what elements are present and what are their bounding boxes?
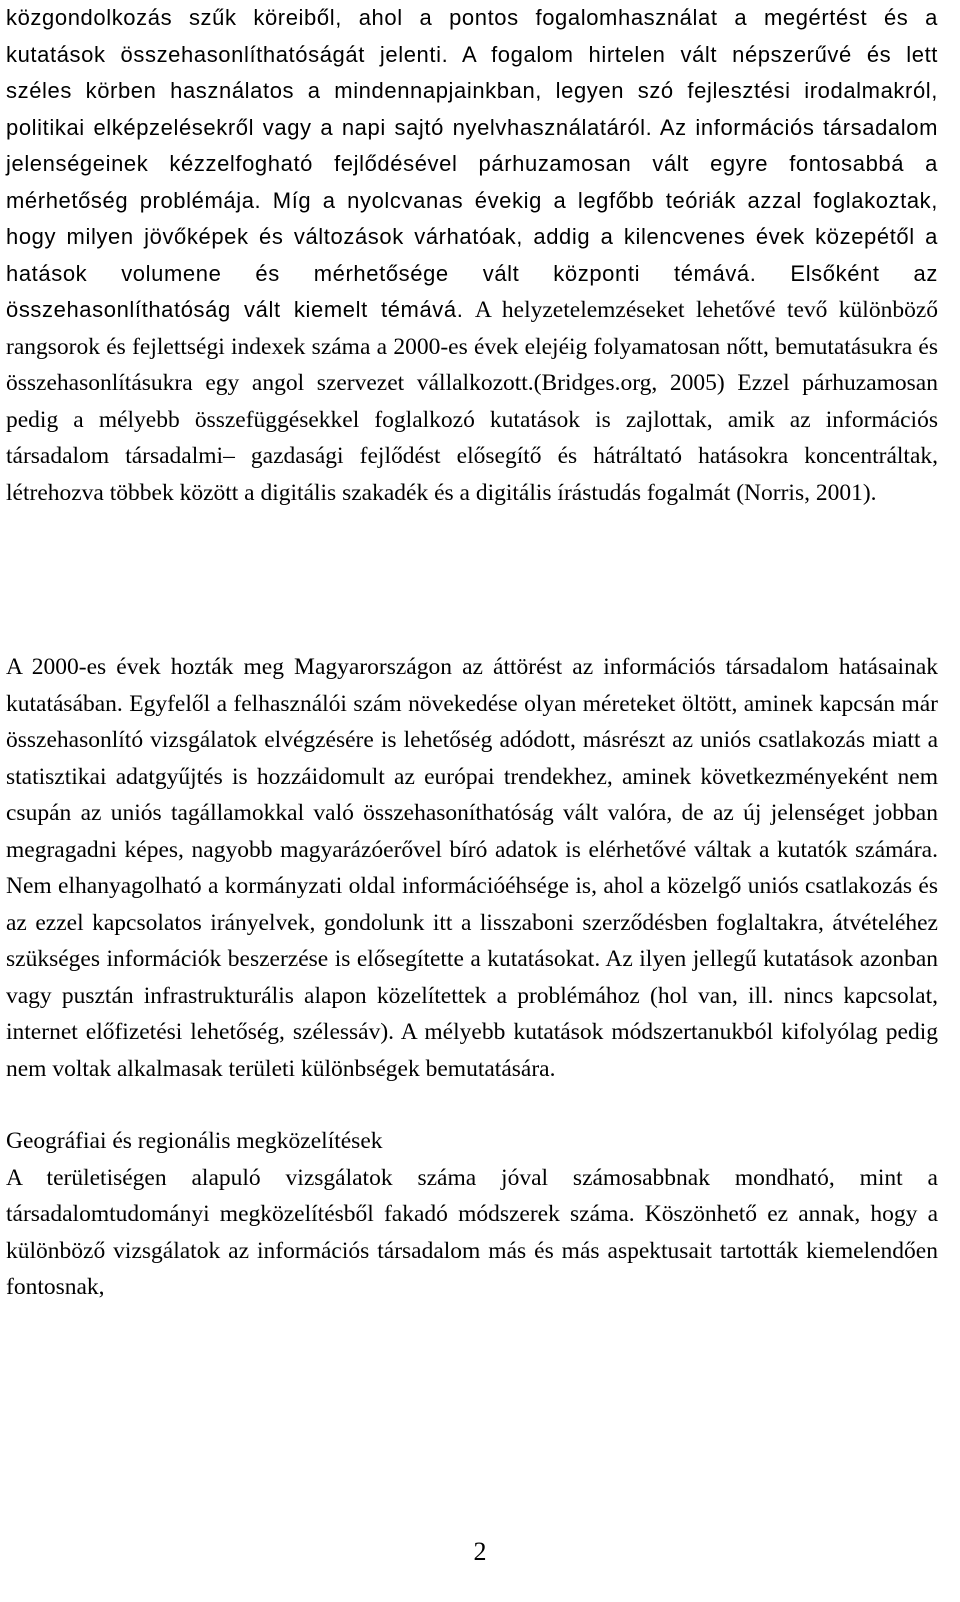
- page-number: 2: [473, 1537, 487, 1566]
- paragraph-intro-sans-text: közgondolkozás szűk köreiből, ahol a pontos fogalomhasználat a megértést és a kutatások összehasonlíthatóságát jelenti. A fogalom hirtelen vált népszerűvé és lett széles körben használatos a mindennapjainkban, legyen szó fejlesztési irodalmakról, politikai elképzelésekről vagy a napi sajtó nyelvhasználatáról. Az információs társadalom jelenségeinek kézzelfogható fejlődésével párhuzamosan vált egyre fontosabbá a mérhetőség problémája. Míg a nyolcvanas évekig a legfőbb teóriák azzal foglakoztak, hogy milyen jövőképek és változások várhatóak, addig a kilencvenes évek közepétől a hatások volumene és mérhetősége vált központi témává. Elsőként az összehasonlíthatóság vált kiemelt témává.: [6, 5, 938, 322]
- body-text-top: [6, 0, 938, 511]
- paragraph-hungary-research: A 2000-es évek hozták meg Magyarországon az áttörést az információs társadalom hatásainak kutatásában. Egyfelől a felhasználói szám növekedése olyan méreteket öltött, aminek kapcsán már összehasonlító vizsgálatok elvégzésére is lehetőség adódott, másrészt az uniós csatlakozás miatt a statisztikai adatgyűjtés is hozzáidomult az európai trendekhez, aminek következményeként nem csupán az uniós tagállamokkal való összehasoníthatóság vált valóra, de az új jelenséget jobban megragadni képes, nagyobb magyarázóerővel bíró adatok is elérhetővé váltak a kutatók számára. Nem elhanyagolható a kormányzati oldal információéhsége is, ahol a közelgő uniós csatlakozás és az ezzel kapcsolatos irányelvek, gondolunk itt a lisszaboni szerződésben foglaltakra, átvételéhez szükséges információk beszerzése is elősegítette a kutatásokat. Az ilyen jellegű kutatások azonban vagy pusztán infrastrukturális alapon közelítettek a problémához (hol van, ill. nincs kapcsolat, internet előfizetési lehetőség, szélessáv). A mélyebb kutatások módszertanukból kifolyólag pedig nem voltak alkalmasak területi különbségek bemutatására.: [6, 654, 938, 1082]
- paragraph-intro-serif-text: A helyzetelemzéseket lehetővé tevő különböző rangsorok és fejlettségi indexek száma a 2000-es évek elejéig folyamatosan nőtt, bemutatásukra és összehasonlításukra egy angol szervezet vállalkozott.(Bridges.org, 2005) Ezzel párhuzamosan pedig a mélyebb összefüggésekkel foglalkozó kutatások is zajlottak, amik az információs társadalom társadalmi– gazdasági fejlődést elősegítő és hátráltató hatásokra koncentráltak, létrehozva többek között a digitális szakadék és a digitális írástudás fogalmát (Norris, 2001).: [6, 297, 939, 506]
- body-text-bottom: [6, 649, 938, 1306]
- paragraph-intro: [6, 0, 938, 511]
- paragraph-spacer: [6, 1087, 938, 1123]
- section-heading: Geográfiai és regionális megközelítések: [6, 1128, 383, 1154]
- paragraph-territorial: A területiségen alapuló vizsgálatok száma jóval számosabbnak mondható, mint a társadalomtudományi megközelítésből fakadó módszerek száma. Köszönhető ez annak, hogy a különböző vizsgálatok az információs társadalom más és más aspektusait tartották kiemelendően fontosnak,: [6, 1164, 938, 1300]
